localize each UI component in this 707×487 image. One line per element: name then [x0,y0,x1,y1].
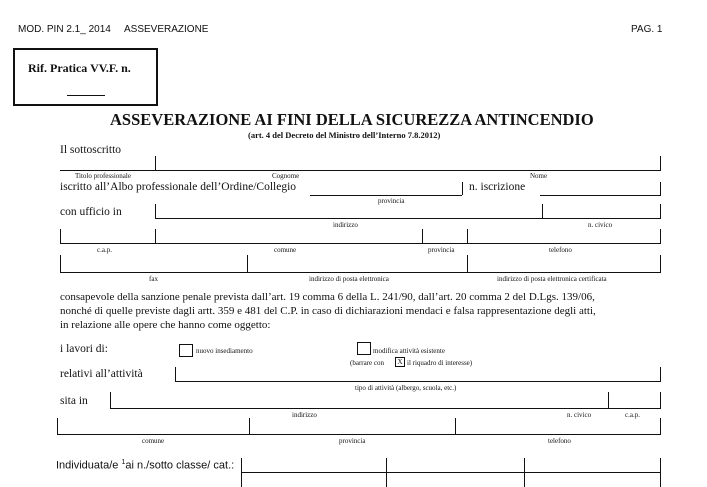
nuovo-insediamento-checkbox[interactable] [179,344,193,357]
rif-pratica-label: Rif. Pratica VV.F. n. [28,61,131,75]
tipo-attivita-field[interactable] [176,367,660,381]
individuata-label: Individuata/e $^1$ai n./sotto classe/ cat.: [56,459,235,472]
ufficio-label: con ufficio in [60,206,122,218]
ufficio-email-field[interactable] [248,255,467,272]
nuovo-insediamento-label: nuovo insediamento [196,347,253,355]
modifica-attivita-label: modifica attività esistente [373,347,445,355]
ufficio-fax-caption: fax [149,275,158,283]
cognome-caption: Cognome [272,172,300,180]
sita-comune-field[interactable] [58,418,249,434]
iscrizione-field[interactable] [540,195,661,196]
ufficio-fax-field[interactable] [61,255,247,272]
rif-pratica-number-line[interactable] [67,95,105,96]
titolo-field[interactable] [60,156,155,170]
classificazione-field-1[interactable] [242,458,386,472]
ufficio-indirizzo-field[interactable] [156,204,542,218]
sita-provincia-caption: provincia [339,437,366,445]
sita-telefono-field[interactable] [456,418,660,434]
cognome-field[interactable] [156,156,426,170]
sita-provincia-field[interactable] [250,418,455,434]
x-mark-icon: X [395,357,405,367]
ufficio-pec-caption: indirizzo di posta elettronica certificata [497,275,607,283]
classificazione-field-3[interactable] [525,458,660,472]
ufficio-comune-caption: comune [274,246,297,254]
lavori-label: i lavori di: [60,343,108,355]
barrare-hint-post: il riquadro di interesse) [407,359,473,367]
ufficio-cap-field[interactable] [61,229,155,243]
declaration-line-1: consapevole della sanzione penale prevista dall’art. 19 comma 6 della L. 241/90, dall’art. 20 comma 2 del D.Lgs. 139/06, [60,291,595,303]
declaration-line-3: in relazione alle opere che hanno come oggetto: [60,319,271,331]
document-title: ASSEVERAZIONE AI FINI DELLA SICUREZZA ANTINCENDIO [110,110,594,129]
classificazione-field-2[interactable] [387,458,524,472]
tipo-attivita-caption: tipo di attività (albergo, scuola, etc.) [355,384,457,392]
ufficio-cap-caption: c.a.p. [97,246,112,254]
nome-caption: Nome [530,172,548,180]
ufficio-provincia-field[interactable] [423,229,467,243]
declaration-line-2: nonché di quelle previste dagli artt. 359 e 481 del C.P. in caso di dichiarazioni mendaci e falsa rappresentazione degli atti, [60,305,596,317]
modifica-attivita-checkbox[interactable] [357,342,371,355]
document-subtitle: (art. 4 del Decreto del Ministro dell’Interno 7.8.2012) [248,130,441,140]
page-number: PAG. 1 [631,24,663,35]
ufficio-civico-caption: n. civico [588,221,613,229]
sita-comune-caption: comune [142,437,165,445]
nome-field[interactable] [426,156,660,170]
ufficio-email-caption: indirizzo di posta elettronica [309,275,389,283]
ufficio-civico-field[interactable] [543,204,660,218]
iscrizione-label: n. iscrizione [469,181,526,193]
section-label: ASSEVERAZIONE [124,24,209,35]
albo-label: iscritto all’Albo professionale dell’Ordine/Collegio [60,181,297,193]
ufficio-telefono-field[interactable] [468,229,660,243]
titolo-caption: Titolo professionale [75,172,131,180]
ufficio-provincia-caption: provincia [428,246,455,254]
barrare-hint-pre: (barrare con [350,359,385,367]
sita-indirizzo-field[interactable] [111,392,608,408]
module-code: MOD. PIN 2.1_ 2014 [18,24,111,35]
ufficio-comune-field[interactable] [156,229,422,243]
sita-civico-field[interactable] [609,392,660,408]
sottoscritto-label: Il sottoscritto [60,144,122,156]
ufficio-telefono-caption: telefono [549,246,572,254]
ufficio-pec-field[interactable] [468,255,660,272]
sita-civico-caption: n. civico [567,411,592,419]
sita-label: sita in [60,395,88,407]
sita-cap-caption: c.a.p. [625,411,640,419]
attivita-label: relativi all’attività [60,368,143,380]
sita-indirizzo-caption: indirizzo [292,411,317,419]
sita-telefono-caption: telefono [548,437,571,445]
rif-pratica-box [13,48,158,106]
albo-provincia-caption: provincia [378,197,405,205]
ufficio-indirizzo-caption: indirizzo [333,221,358,229]
albo-field[interactable] [310,195,462,196]
